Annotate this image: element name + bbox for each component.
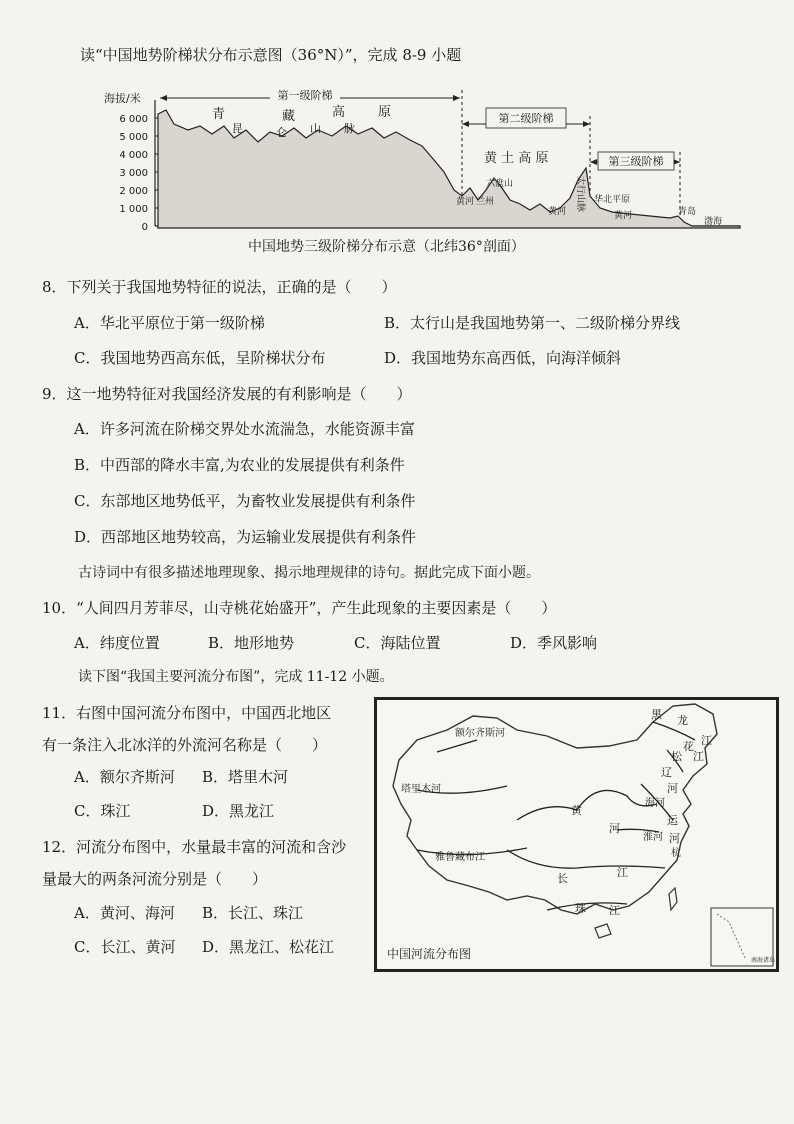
bohai-label: 渤海 — [704, 217, 723, 227]
chang-char: 江 — [617, 866, 628, 879]
plateau-char: 原 — [378, 105, 392, 120]
zhu-char: 江 — [609, 904, 620, 917]
terrain-profile-diagram — [100, 80, 750, 250]
q10-option-d: D．季风影响 — [510, 634, 598, 652]
y-tick: 6 000 — [119, 114, 148, 125]
lanzhou-label: 兰州 — [476, 197, 495, 207]
hang-label: 杭 — [671, 848, 681, 859]
q12-option-a: A．黄河、海河 — [74, 904, 175, 922]
songhua-char: 花 — [683, 740, 694, 753]
mountain-char: 仑 — [276, 126, 287, 139]
zhu-char: 珠 — [575, 902, 586, 915]
yunhe-char: 运 — [667, 814, 678, 827]
q12-option-d: D．黑龙江、松花江 — [202, 938, 335, 956]
huanghe-label: 黄河 — [548, 207, 567, 217]
q10-stem: 10．“人间四月芳菲尽，山寺桃花始盛开”，产生此现象的主要因素是（ ） — [42, 599, 557, 617]
q12-stem-line1: 12．河流分布图中，水量最丰富的河流和含沙 — [42, 838, 347, 856]
ertix-river — [437, 740, 477, 752]
plateau-char: 藏 — [282, 109, 296, 124]
liupan-label: 六盘山 — [486, 179, 514, 189]
q11-stem-line1: 11．右图中国河流分布图中，中国西北地区 — [42, 704, 332, 722]
step2-label: 第二级阶梯 — [498, 112, 554, 125]
mountain-char: 山 — [310, 122, 321, 135]
y-tick: 5 000 — [119, 132, 148, 143]
step1-label: 第一级阶梯 — [277, 89, 333, 102]
q11-stem-line2: 有一条注入北冰洋的外流河名称是（ ） — [42, 736, 328, 754]
y-tick: 4 000 — [119, 150, 148, 161]
intro-text-8-9: 读“中国地势阶梯状分布示意图（36°N）”，完成 8-9 小题 — [80, 46, 462, 64]
y-tick: 0 — [141, 222, 148, 233]
songhua-char: 松 — [671, 750, 682, 763]
taiwan-outline — [669, 888, 677, 910]
q9-stem: 9．这一地势特征对我国经济发展的有利影响是（ ） — [42, 385, 412, 403]
huaihe-label: 淮河 — [643, 832, 663, 843]
q8-stem: 8．下列关于我国地势特征的说法，正确的是（ ） — [42, 278, 397, 296]
yarlung-label: 雅鲁藏布江 — [435, 852, 485, 863]
mountain-char: 昆 — [232, 122, 243, 135]
y-tick: 3 000 — [119, 168, 148, 179]
hainan-outline — [595, 924, 611, 938]
q8-option-d: D．我国地势东高西低，向海洋倾斜 — [384, 349, 622, 367]
q9-option-b: B．中西部的降水丰富,为农业的发展提供有利条件 — [74, 456, 405, 474]
plateau-char: 青 — [212, 107, 226, 122]
inset-label: 南海诸岛 — [751, 957, 776, 964]
q10-option-c: C．海陆位置 — [354, 634, 441, 652]
taihang-label: 太行山脉 — [575, 176, 585, 213]
profile-caption: 中国地势三级阶梯分布示意（北纬36°剖面） — [248, 239, 525, 255]
q9-option-a: A．许多河流在阶梯交界处水流湍急，水能资源丰富 — [74, 420, 415, 438]
q11-option-c: C．珠江 — [74, 802, 131, 820]
huanghe-label: 黄河 — [614, 211, 633, 221]
huanghe-label: 黄河 — [456, 197, 475, 207]
q9-option-c: C．东部地区地势低平，为畜牧业发展提供有利条件 — [74, 492, 416, 510]
heilong-char: 江 — [701, 734, 712, 747]
huabei-label: 华北平原 — [594, 195, 631, 205]
q10-option-a: A．纬度位置 — [74, 634, 160, 652]
china-outline — [393, 704, 717, 914]
ertix-label: 额尔齐斯河 — [455, 728, 505, 739]
huang-char: 黄 — [571, 804, 582, 817]
q8-option-b: B．太行山是我国地势第一、二级阶梯分界线 — [384, 314, 681, 332]
intro-text-11-12: 读下图“我国主要河流分布图”，完成 11-12 小题。 — [78, 669, 394, 685]
mountain-char: 脉 — [344, 122, 355, 135]
step3-label: 第三级阶梯 — [608, 155, 664, 168]
profile-ylabel: 海拔/米 — [104, 92, 141, 105]
chang-char: 长 — [557, 872, 568, 885]
yellow-river — [517, 790, 657, 820]
yunhe-char: 河 — [669, 832, 680, 845]
heilong-river — [653, 722, 695, 740]
map-title: 中国河流分布图 — [387, 947, 472, 961]
liao-char: 河 — [667, 782, 678, 795]
tarim-label: 塔里木河 — [401, 784, 441, 795]
loess-label: 黄 土 高 原 — [484, 151, 549, 166]
q8-option-a: A．华北平原位于第一级阶梯 — [74, 314, 265, 332]
q11-option-b: B．塔里木河 — [202, 768, 289, 786]
q8-option-c: C．我国地势西高东低，呈阶梯状分布 — [74, 349, 326, 367]
q12-option-b: B．长江、珠江 — [202, 904, 304, 922]
intro-text-10: 古诗词中有很多描述地理现象、揭示地理规律的诗句。据此完成下面小题。 — [78, 565, 540, 581]
haihe-label: 海河 — [645, 798, 665, 809]
q11-option-d: D．黑龙江 — [202, 802, 275, 820]
china-river-map — [374, 697, 779, 972]
q12-stem-line2: 量最大的两条河流分别是（ ） — [42, 870, 268, 888]
plateau-char: 高 — [332, 105, 346, 120]
q11-option-a: A．额尔齐斯河 — [74, 768, 175, 786]
heilong-char: 黑 — [651, 708, 662, 721]
liao-char: 辽 — [661, 766, 672, 779]
q12-option-c: C．长江、黄河 — [74, 938, 176, 956]
heilong-char: 龙 — [677, 714, 688, 727]
q9-option-d: D．西部地区地势较高，为运输业发展提供有利条件 — [74, 528, 417, 546]
y-tick: 1 000 — [119, 204, 148, 215]
songhua-char: 江 — [693, 750, 704, 763]
y-tick: 2 000 — [119, 186, 148, 197]
qingdao-label: 青岛 — [678, 207, 697, 217]
yangtze-river — [507, 850, 665, 868]
huang-char: 河 — [609, 822, 620, 835]
q10-option-b: B．地形地势 — [208, 634, 295, 652]
